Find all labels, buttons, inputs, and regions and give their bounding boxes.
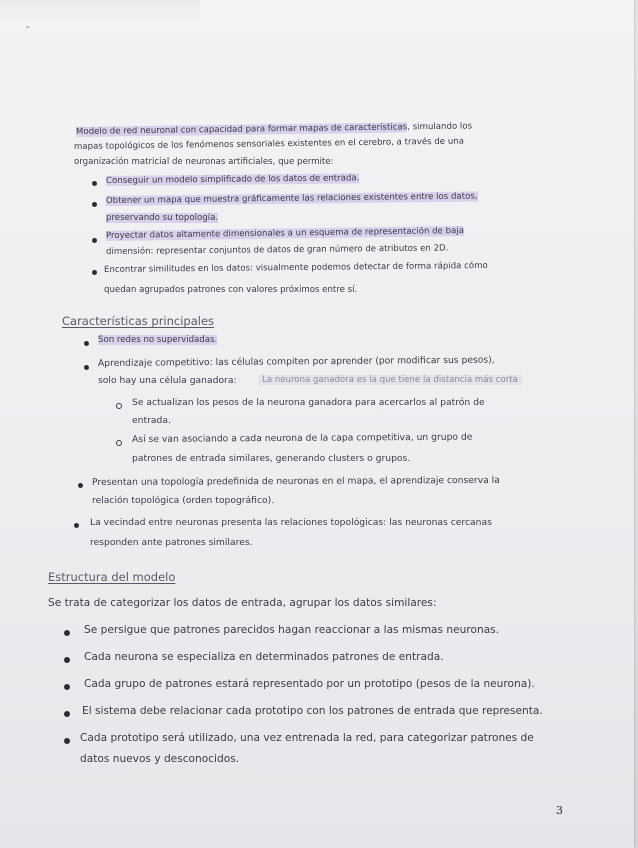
feature-item: Aprendizaje competitivo: las células compiten por aprender (por modificar sus pesos),	[97, 354, 495, 369]
goal-item: Encontrar similitudes en los datos: visualmente podemos detectar de forma rápida cómo	[103, 260, 488, 275]
feature-subitem-cont: entrada.	[132, 415, 171, 426]
bullet-icon	[92, 181, 97, 186]
feature-item: Son redes no supervidadas.	[98, 335, 218, 345]
structure-item-cont: datos nuevos y desconocidos.	[80, 753, 240, 765]
winner-neuron-note: La neurona ganadora es la que tiene la distancia más corta	[258, 376, 522, 385]
bullet-icon	[64, 684, 70, 690]
feature-subitem: Se actualizan los pesos de la neurona ganadora para acercarlos al patrón de	[132, 397, 485, 408]
structure-item: El sistema debe relacionar cada prototipo con los patrones de entrada que representa.	[82, 705, 543, 717]
bullet-icon	[64, 711, 70, 717]
circle-bullet-icon	[116, 440, 122, 446]
structure-item: Cada grupo de patrones estará representado por un prototipo (pesos de la neurona).	[84, 678, 535, 690]
goal-item: Conseguir un modelo simplificado de los datos de entrada.	[105, 173, 360, 186]
bullet-icon	[92, 270, 97, 275]
goal-item-cont: quedan agrupados patrones con valores próximos entre sí.	[104, 285, 358, 295]
feature-item-cont: solo hay una célula ganadora:	[98, 375, 237, 386]
page-shadow	[0, 0, 200, 20]
feature-item: La vecindad entre neuronas presenta las relaciones topológicas: las neuronas cercanas	[90, 517, 492, 528]
section-heading-features: Características principales	[62, 314, 215, 328]
intro-line-3: organización matricial de neuronas artificiales, que permite:	[74, 157, 334, 167]
bullet-icon	[74, 523, 79, 528]
feature-item: Presentan una topología predefinida de neuronas en el mapa, el aprendizaje conserva la	[91, 474, 500, 488]
bullet-icon	[64, 630, 70, 636]
section-heading-structure: Estructura del modelo	[48, 570, 176, 584]
feature-item-cont: responden ante patrones similares.	[90, 537, 253, 548]
intro-line-1: Modelo de red neuronal con capacidad para formar mapas de características, simulando los	[75, 121, 473, 137]
structure-item: Se persigue que patrones parecidos hagan reaccionar a las mismas neuronas.	[84, 624, 500, 636]
page-number: 3	[556, 804, 563, 817]
paper-speck	[26, 26, 29, 28]
bullet-icon	[92, 202, 97, 207]
bullet-icon	[78, 483, 83, 488]
bullet-icon	[84, 365, 89, 370]
goal-item: Proyectar datos altamente dimensionales a un esquema de representación de baja	[105, 226, 465, 241]
bullet-icon	[92, 238, 97, 243]
bullet-icon	[64, 657, 70, 663]
bullet-icon	[84, 341, 89, 346]
goal-item: Obtener un mapa que muestra gráficamente las relaciones existentes entre los datos,	[105, 191, 478, 206]
structure-item: Cada neurona se especializa en determinados patrones de entrada.	[84, 651, 444, 663]
feature-subitem-cont: patrones de entrada similares, generando clusters o grupos.	[132, 453, 411, 464]
goal-item-cont: dimensión: representar conjuntos de datos de gran número de atributos en 2D.	[105, 243, 449, 257]
structure-intro: Se trata de categorizar los datos de entrada, agrupar los datos similares:	[48, 597, 437, 609]
feature-subitem: Así se van asociando a cada neurona de la capa competitiva, un grupo de	[131, 431, 473, 445]
intro-line-2: mapas topológicos de los fenómenos sensoriales existentes en el cerebro, a través de una	[73, 136, 465, 152]
structure-item: Cada prototipo será utilizado, una vez entrenada la red, para categorizar patrones de	[80, 732, 534, 744]
circle-bullet-icon	[116, 403, 122, 409]
bullet-icon	[64, 738, 70, 744]
goal-item-cont: preservando su topología.	[106, 213, 219, 223]
feature-item-cont: relación topológica (orden topográfico).	[92, 495, 275, 506]
